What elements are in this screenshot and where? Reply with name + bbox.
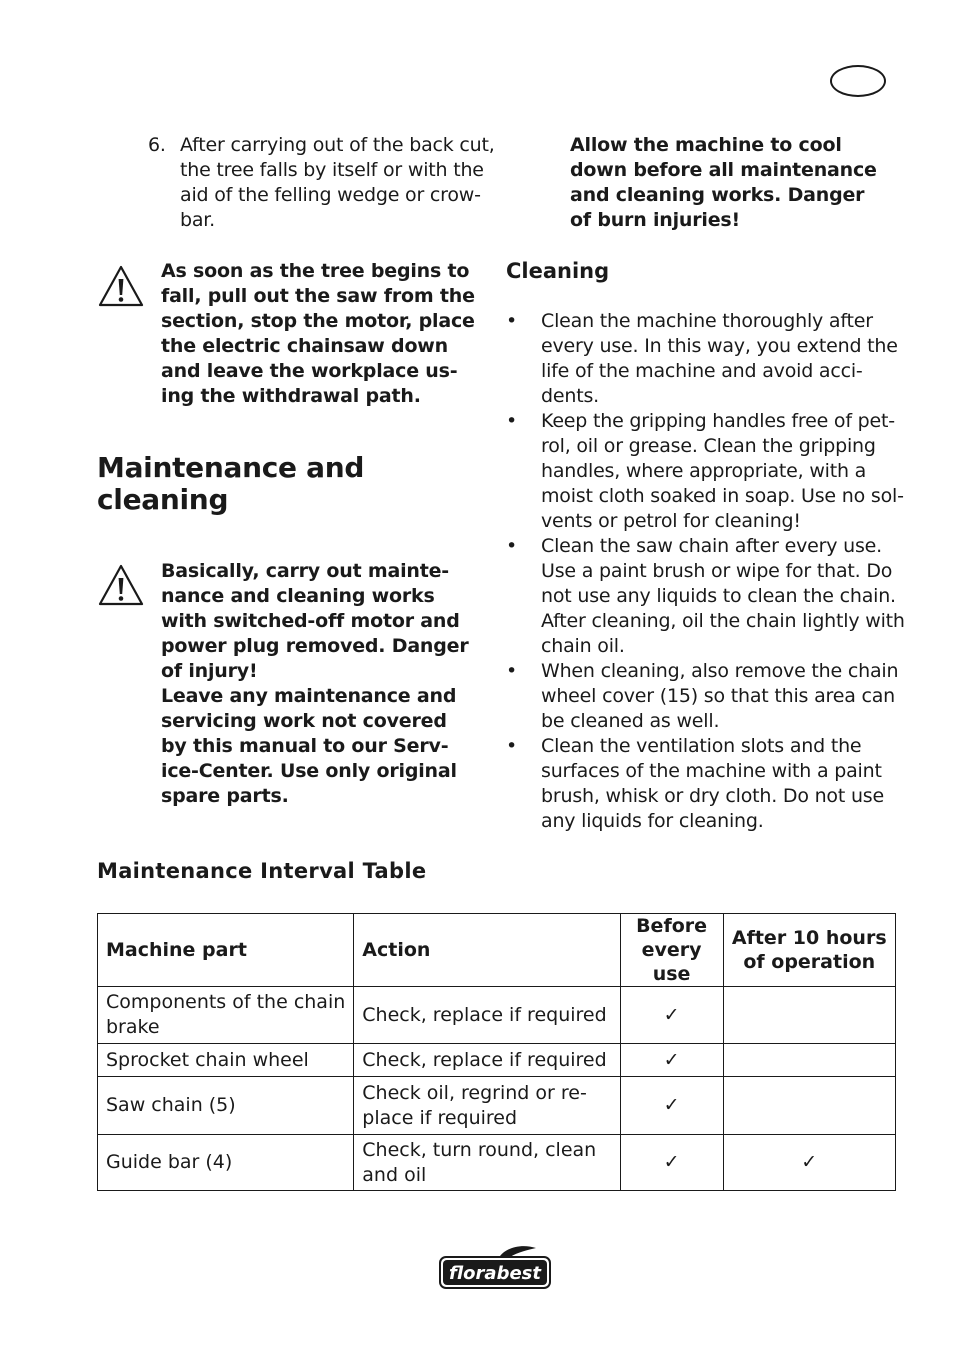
table-title: Maintenance Interval Table: [97, 859, 427, 883]
table-header-row: [98, 914, 896, 987]
cell-part: Components of the chain brake: [98, 987, 354, 1044]
bullet-icon: •: [506, 660, 518, 682]
cell-action: Check, replace if required: [354, 1044, 620, 1077]
florabest-logo: [438, 1244, 552, 1290]
cell-action: Check oil, regrind or re- place if required: [354, 1077, 620, 1135]
warning-triangle-icon: [97, 563, 145, 607]
check-icon: ✓: [620, 1044, 723, 1077]
cell-part: Sprocket chain wheel: [98, 1044, 354, 1077]
header-before-every-use: Before every use: [620, 914, 723, 987]
cool-down-notice: Allow the machine to cool down before all maintenance and cleaning works. Danger of burn injuries!: [570, 134, 877, 231]
cell-after: [723, 1077, 895, 1135]
list-item: • Clean the machine thoroughly after every use. In this way, you extend the life of the machine and avoid acci- dents.: [506, 310, 898, 407]
maintenance-interval-table: [97, 913, 896, 1191]
logo-text: florabest: [449, 1263, 541, 1284]
cell-action: Check, turn round, clean and oil: [354, 1135, 620, 1191]
cell-part: Guide bar (4): [98, 1135, 354, 1191]
list-item: • Clean the ventilation slots and the surfaces of the machine with a paint brush, whisk or dry cloth. Do not use any liquids for cleaning.: [506, 735, 884, 832]
bullet-icon: •: [506, 410, 518, 432]
bullet-icon: •: [506, 535, 518, 557]
header-after-10-hours: After 10 hours of operation: [723, 914, 895, 987]
warning-tree-falling: As soon as the tree begins to fall, pull out the saw from the section, stop the motor, place the electric chainsaw down and leave the workplace us- ing the withdrawal path.: [161, 260, 475, 407]
table-row: [98, 987, 896, 1044]
language-marker: [830, 65, 886, 97]
table-row: [98, 1044, 896, 1077]
step-number: 6.: [148, 134, 166, 156]
check-icon: ✓: [620, 987, 723, 1044]
warning-maintenance-safety: Basically, carry out mainte- nance and cleaning works with switched-off motor and power plug removed. Danger of injury! Leave any maintenance and servicing work not covered by this manual to our Serv- ice-Center. Use only original spare parts.: [161, 560, 469, 807]
cleaning-list: [506, 309, 905, 834]
list-item: • When cleaning, also remove the chain wheel cover (15) so that this area can be cleaned as well.: [506, 660, 899, 732]
warning-triangle-icon: [97, 264, 145, 308]
table-row: [98, 1077, 896, 1135]
section-heading-cleaning: Cleaning: [506, 259, 610, 283]
header-machine-part: Machine part: [98, 914, 354, 987]
check-icon: ✓: [723, 1135, 895, 1191]
step-text: After carrying out of the back cut, the tree falls by itself or with the aid of the felling wedge or crow- bar.: [180, 134, 495, 231]
section-heading-maintenance: Maintenance and cleaning: [97, 451, 365, 516]
check-icon: ✓: [620, 1077, 723, 1135]
bullet-icon: •: [506, 310, 518, 332]
list-item: • Clean the saw chain after every use. Use a paint brush or wipe for that. Do not use any liquids to clean the chain. After cleaning, oil the chain lightly with chain oil.: [506, 535, 905, 657]
list-item: • Keep the gripping handles free of pet- rol, oil or grease. Clean the gripping handles, where appropriate, with a moist cloth soaked in soap. Use no sol- vents or petrol for cleaning!: [506, 410, 904, 532]
check-icon: ✓: [620, 1135, 723, 1191]
table-row: [98, 1135, 896, 1191]
header-action: Action: [354, 914, 620, 987]
cell-after: [723, 1044, 895, 1077]
bullet-icon: •: [506, 735, 518, 757]
cell-action: Check, replace if required: [354, 987, 620, 1044]
cell-after: [723, 987, 895, 1044]
cell-part: Saw chain (5): [98, 1077, 354, 1135]
